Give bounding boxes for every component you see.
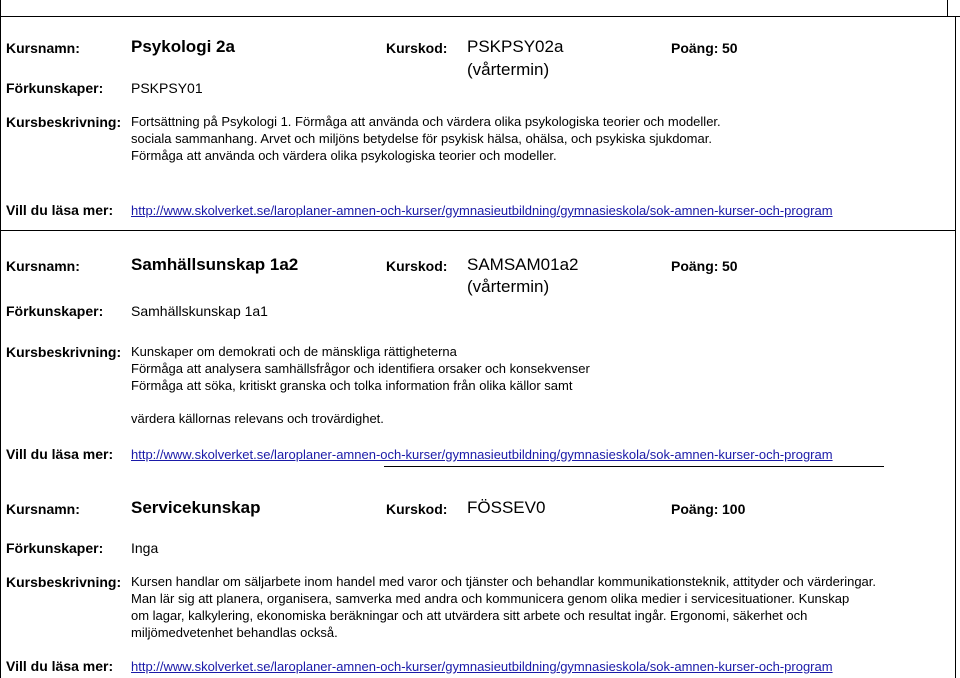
description-line: sociala sammanhang. Arvet och miljöns betydelse för psykisk hälsa, ohälsa, och psykiska sjukdomar.	[131, 131, 712, 146]
course-points: 50	[722, 40, 738, 56]
description-line: miljömedvetenhet behandlas också.	[131, 625, 338, 640]
read-more-label: Vill du läsa mer:	[6, 202, 114, 218]
course-points-label: Poäng:	[671, 258, 719, 274]
prerequisites-label: Förkunskaper:	[6, 540, 104, 556]
course-name: Psykologi 2a	[131, 37, 235, 56]
description-line: Förmåga att söka, kritiskt granska och tolka information från olika källor samt	[131, 378, 573, 393]
course-description	[131, 343, 590, 427]
frame-line	[947, 0, 948, 16]
course-points-label: Poäng:	[671, 501, 719, 517]
course-points: 100	[722, 501, 746, 517]
read-more-link[interactable]: http://www.skolverket.se/laroplaner-amnen-och-kurser/gymnasieutbildning/gymnasieskola/sok-amnen-kurser-och-program	[131, 203, 833, 218]
frame-line-right	[955, 16, 956, 678]
prerequisites-label: Förkunskaper:	[6, 80, 104, 96]
course-code-label: Kurskod:	[386, 40, 448, 56]
page-top-frame	[0, 0, 960, 17]
course-code: PSKPSY02a	[467, 37, 564, 56]
description-line: Förmåga att analysera samhällsfrågor och identifiera orsaker och konsekvenser	[131, 361, 590, 376]
read-more-label: Vill du läsa mer:	[6, 658, 114, 674]
course-description	[131, 573, 876, 641]
description-line: Kursen handlar om säljarbete inom handel med varor och tjänster och behandlar kommunikationsteknik, attityder och värderingar.	[131, 574, 877, 589]
read-more-link[interactable]: http://www.skolverket.se/laroplaner-amnen-och-kurser/gymnasieutbildning/gymnasieskola/sok-amnen-kurser-och-program	[131, 659, 833, 674]
course-name-label: Kursnamn:	[6, 501, 80, 517]
frame-line-left	[0, 16, 1, 678]
description-label: Kursbeskrivning:	[6, 114, 122, 130]
course-description	[131, 113, 721, 164]
course-code-label: Kurskod:	[386, 501, 448, 517]
prerequisites-label: Förkunskaper:	[6, 303, 104, 319]
course-name-label: Kursnamn:	[6, 258, 80, 274]
course-name-label: Kursnamn:	[6, 40, 80, 56]
course-code: FÖSSEV0	[467, 498, 546, 517]
course-code-label: Kurskod:	[386, 258, 448, 274]
course-name: Servicekunskap	[131, 498, 261, 517]
read-more-link[interactable]: http://www.skolverket.se/laroplaner-amnen-och-kurser/gymnasieutbildning/gymnasieskola/sok-amnen-kurser-och-program	[131, 447, 833, 462]
section-divider	[384, 466, 884, 467]
course-points-label: Poäng:	[671, 40, 719, 56]
prerequisites-value: Samhällskunskap 1a1	[131, 303, 268, 319]
course-term: (vårtermin)	[467, 60, 550, 79]
course-points: 50	[722, 258, 738, 274]
description-line: värdera källornas relevans och trovärdighet.	[131, 411, 384, 426]
read-more-label: Vill du läsa mer:	[6, 446, 114, 462]
description-label: Kursbeskrivning:	[6, 574, 122, 590]
description-line: Man lär sig att planera, organisera, samverka med andra och kommunicera genom olika medier i servicesituationer. Kunskap	[131, 591, 850, 606]
prerequisites-value: PSKPSY01	[131, 80, 203, 96]
frame-line	[0, 0, 1, 16]
course-name: Samhällsunskap 1a2	[131, 255, 299, 274]
description-line: Fortsättning på Psykologi 1. Förmåga att använda och värdera olika psykologiska teorier och modeller.	[131, 114, 721, 129]
description-line: Kunskaper om demokrati och de mänskliga rättigheterna	[131, 344, 457, 359]
description-line: om lagar, kalkylering, ekonomiska beräkningar och att utvärdera sitt arbete och resultat ingår. Ergonomi, säkerhet och	[131, 608, 808, 623]
section-divider	[0, 230, 955, 231]
description-line: Förmåga att använda och värdera olika psykologiska teorier och modeller.	[131, 148, 557, 163]
prerequisites-value: Inga	[131, 540, 159, 556]
description-label: Kursbeskrivning:	[6, 344, 122, 360]
course-term: (vårtermin)	[467, 277, 550, 296]
course-code: SAMSAM01a2	[467, 255, 579, 274]
